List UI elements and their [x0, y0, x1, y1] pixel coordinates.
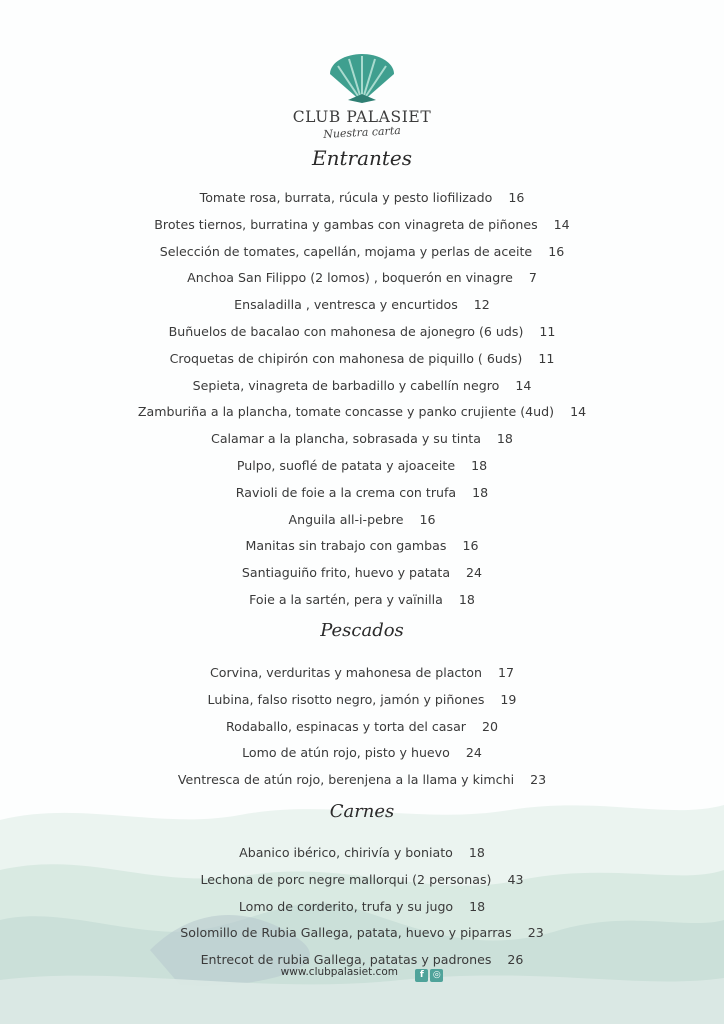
dish-price: 18 — [471, 457, 488, 473]
dish-name: Lomo de atún rojo, pisto y huevo — [242, 745, 450, 761]
footer — [0, 966, 724, 982]
list-item — [0, 292, 724, 319]
pescados-list — [0, 660, 724, 794]
list-item — [0, 346, 724, 373]
facebook-icon[interactable]: f — [415, 969, 428, 982]
dish-price: 17 — [497, 665, 515, 680]
dish-price: 20 — [481, 718, 499, 734]
dish-price: 18 — [496, 431, 513, 447]
dish-price: 23 — [530, 772, 547, 788]
dish-name: Tomate rosa, burrata, rúcula y pesto liofilizado — [199, 190, 493, 205]
list-item — [0, 767, 724, 794]
dish-price: 11 — [539, 323, 556, 339]
list-item — [0, 212, 724, 239]
dish-name: Ravioli de foie a la crema con trufa — [235, 484, 457, 500]
dish-price: 24 — [465, 745, 482, 761]
list-item — [0, 894, 724, 921]
list-item — [0, 687, 724, 714]
brand-name: CLUB PALASIET — [292, 108, 432, 126]
carnes-list — [0, 840, 724, 974]
list-item — [0, 507, 724, 534]
website-link[interactable]: www.clubpalasiet.com — [280, 966, 398, 978]
dish-price: 16 — [548, 243, 565, 259]
dish-price: 19 — [500, 691, 517, 707]
list-item — [0, 480, 724, 507]
list-item — [0, 453, 724, 480]
list-item — [0, 587, 724, 614]
dish-name: Manitas sin trabajo con gambas — [245, 538, 447, 554]
dish-name: Ventresca de atún rojo, berenjena a la llama y kimchi — [177, 772, 515, 788]
dish-name: Lechona de porc negre mallorqui (2 personas) — [200, 871, 492, 887]
dish-price: 14 — [553, 216, 570, 232]
dish-price: 16 — [462, 538, 479, 554]
list-item — [0, 239, 724, 266]
dish-name: Anchoa San Filippo (2 lomos) , boquerón en vinagre — [187, 270, 513, 286]
dish-name: Lomo de corderito, trufa y su jugo — [238, 898, 454, 914]
dish-name: Selección de tomates, capellán, mojama y perlas de aceite — [159, 243, 533, 259]
header — [0, 52, 724, 142]
dish-price: 11 — [538, 350, 555, 366]
list-item — [0, 660, 724, 687]
dish-name: Anguila all-i-pebre — [288, 511, 404, 527]
dish-name: Abanico ibérico, chirivía y boniato — [239, 845, 453, 860]
list-item — [0, 373, 724, 400]
dish-price: 16 — [419, 511, 436, 527]
dish-name: Brotes tiernos, burratina y gambas con vinagreta de piñones — [154, 216, 538, 232]
list-item — [0, 265, 724, 292]
list-item — [0, 740, 724, 767]
list-item — [0, 867, 724, 894]
dish-name: Foie a la sartén, pera y vaïnilla — [249, 591, 443, 607]
dish-name: Santiaguiño frito, huevo y patata — [241, 565, 451, 581]
dish-name: Pulpo, suoflé de patata y ajoaceite — [236, 457, 456, 473]
dish-name: Rodaballo, espinacas y torta del casar — [225, 718, 466, 734]
dish-price: 18 — [469, 898, 486, 914]
dish-name: Calamar a la plancha, sobrasada y su tinta — [211, 431, 481, 447]
dish-price: 18 — [458, 591, 475, 607]
list-item — [0, 399, 724, 426]
dish-price: 12 — [473, 297, 490, 313]
dish-name: Solomillo de Rubia Gallega, patata, huevo y piparras — [180, 925, 512, 941]
dish-name: Buñuelos de bacalao con mahonesa de ajonegro (6 uds) — [168, 323, 524, 339]
dish-price: 14 — [570, 404, 587, 420]
list-item — [0, 319, 724, 346]
entrantes-list — [0, 185, 724, 614]
list-item — [0, 185, 724, 212]
dish-name: Croquetas de chipirón con mahonesa de piquillo ( 6uds) — [169, 350, 523, 366]
list-item — [0, 560, 724, 587]
section-title-pescados: Pescados — [320, 620, 404, 641]
list-item — [0, 920, 724, 947]
dish-price: 43 — [507, 871, 524, 887]
instagram-icon[interactable]: ◎ — [430, 969, 443, 982]
dish-name: Lubina, falso risotto negro, jamón y piñones — [207, 691, 485, 707]
dish-name: Zamburiña a la plancha, tomate concasse y panko crujiente (4ud) — [137, 404, 555, 420]
dish-name: Ensaladilla , ventresca y encurtidos — [234, 297, 458, 313]
section-title-entrantes: Entrantes — [311, 146, 413, 170]
dish-price: 18 — [468, 845, 485, 860]
dish-price: 18 — [472, 484, 489, 500]
dish-price: 14 — [515, 377, 532, 393]
dish-price: 7 — [528, 270, 537, 286]
dish-price: 16 — [508, 190, 525, 205]
scallop-shell-logo — [324, 52, 400, 104]
menu-subtitle: Nuestra carta — [322, 123, 402, 142]
dish-price: 23 — [527, 925, 544, 941]
list-item — [0, 426, 724, 453]
dish-price: 24 — [466, 565, 483, 581]
dish-price: 26 — [507, 952, 524, 968]
dish-name: Corvina, verduritas y mahonesa de placton — [209, 665, 482, 680]
section-title-carnes: Carnes — [329, 801, 395, 822]
list-item — [0, 714, 724, 741]
dish-name: Sepieta, vinagreta de barbadillo y cabellín negro — [192, 377, 500, 393]
list-item — [0, 840, 724, 867]
list-item — [0, 533, 724, 560]
dish-name: Entrecot de rubia Gallega, patatas y padrones — [200, 952, 492, 968]
